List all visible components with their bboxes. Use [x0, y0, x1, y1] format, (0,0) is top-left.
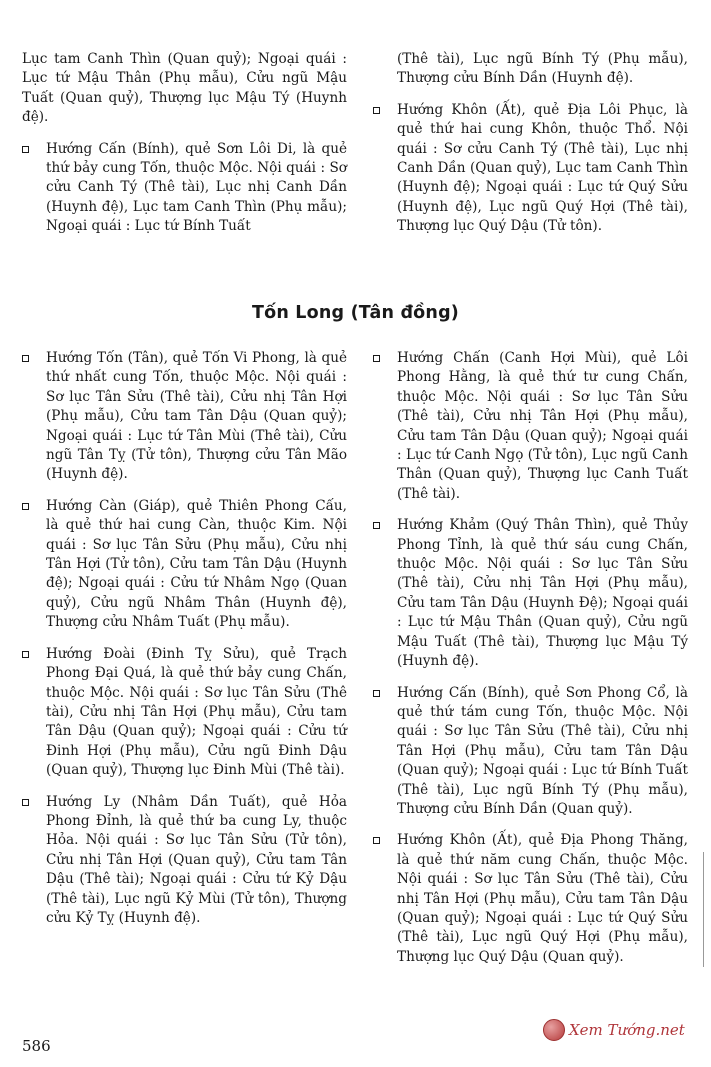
paragraph-text: Hướng Cấn (Bính), quẻ Sơn Phong Cổ, là quẻ thứ tám cung Tốn, thuộc Mộc. Nội quái : Sơ lục Tân Sửu (Thê tài), Cửu nhị Tân Hợi (Phụ mẫu), Cửu tam Tân Dậu (Quan quỷ); Ngoại quái : Lục tứ Bính Tuất (Thê tài), Lục ngũ Bính Tý (Phụ mẫu), Thượng cửu Bính Dần (Quan quỷ). — [397, 684, 688, 817]
square-bullet-icon — [22, 651, 29, 658]
page-number: 586 — [22, 1037, 51, 1055]
square-bullet-icon — [373, 107, 380, 114]
square-bullet-icon — [22, 355, 29, 362]
top-left-column — [22, 50, 347, 237]
continuation-paragraph — [22, 50, 347, 128]
square-bullet-icon — [373, 522, 380, 529]
paragraph-text: Hướng Khôn (Ất), quẻ Địa Lôi Phục, là quẻ thứ hai cung Khôn, thuộc Thổ. Nội quái : Sơ cửu Canh Tý (Thê tài), Lục nhị Canh Dần (Quan quỷ), Lục tam Canh Thìn (Huynh đệ); Ngoại quái : Lục tứ Quý Sửu (Huynh đệ), Lục ngũ Quý Hợi (Thê tài), Thượng lục Quý Dậu (Tử tôn). — [397, 101, 688, 235]
list-item — [22, 793, 347, 929]
list-item — [22, 645, 347, 781]
scan-edge-line — [703, 852, 704, 967]
left-column — [22, 349, 347, 928]
list-item — [373, 349, 688, 504]
paragraph-text: Hướng Càn (Giáp), quẻ Thiên Phong Cấu, là quẻ thứ hai cung Càn, thuộc Kim. Nội quái : Sơ lục Tân Sửu (Phụ mẫu), Cửu nhị Tân Hợi (Tử tôn), Cửu tam Tân Dậu (Huynh đệ); Ngoại quái : Cửu tứ Nhâm Ngọ (Quan quỷ), Cửu ngũ Nhâm Thân (Huynh đệ), Thượng cửu Nhâm Tuất (Phụ mẫu). — [46, 497, 347, 631]
paragraph-text: Hướng Ly (Nhâm Dần Tuất), quẻ Hỏa Phong Đỉnh, là quẻ thứ ba cung Ly, thuộc Hỏa. Nội quái : Sơ lục Tân Sửu (Tử tôn), Cửu nhị Tân Hợi (Quan quỷ), Cửu tam Tân Dậu (Thê tài); Ngoại quái : Cửu tứ Kỷ Dậu (Thê tài), Lục ngũ Kỷ Mùi (Tử tôn), Thượng cửu Kỷ Tỵ (Huynh đệ). — [46, 793, 347, 926]
list-item — [373, 831, 688, 967]
square-bullet-icon — [22, 146, 29, 153]
watermark-text: Xem Tướng.net — [569, 1021, 685, 1039]
list-item — [22, 349, 347, 485]
square-bullet-icon — [373, 690, 380, 697]
list-item — [373, 516, 688, 671]
yin-yang-icon — [543, 1019, 565, 1041]
continuation-paragraph — [373, 50, 688, 89]
section-title: Tốn Long (Tân đồng) — [252, 303, 459, 323]
square-bullet-icon — [22, 503, 29, 510]
list-item — [22, 140, 347, 237]
list-item — [373, 684, 688, 820]
paragraph-text: Hướng Cấn (Bính), quẻ Sơn Lôi Di, là quẻ thứ bảy cung Tốn, thuộc Mộc. Nội quái : Sơ cửu Canh Tý (Thê tài), Lục nhị Canh Dần (Huynh đệ), Lục tam Canh Thìn (Phụ mẫu); Ngoại quái : Lục tứ Bính Tuất — [46, 140, 347, 235]
paragraph-text: Lục tam Canh Thìn (Quan quỷ); Ngoại quái : Lục tứ Mậu Thân (Phụ mẫu), Cửu ngũ Mậu Tuất (Quan quỷ), Thượng lục Mậu Tý (Huynh đệ). — [22, 51, 347, 126]
paragraph-text: Hướng Chấn (Canh Hợi Mùi), quẻ Lôi Phong Hằng, là quẻ thứ tư cung Chấn, thuộc Mộc. Nội quái : Sơ lục Tân Sửu (Thê tài), Cửu nhị Tân Hợi (Phụ mẫu), Cửu tam Tân Dậu (Quan quỷ); Ngoại quái : Lục tứ Canh Ngọ (Tử tôn), Lục ngũ Canh Thân (Quan quỷ), Thượng lục Canh Tuất (Thê tài). — [397, 350, 688, 502]
square-bullet-icon — [22, 799, 29, 806]
watermark-logo — [543, 1016, 685, 1044]
square-bullet-icon — [373, 355, 380, 362]
right-column — [373, 349, 688, 967]
paragraph-text: Hướng Đoài (Đinh Tỵ Sửu), quẻ Trạch Phong Đại Quá, là quẻ thứ bảy cung Chấn, thuộc Mộc. Nội quái : Sơ lục Tân Sửu (Thê tài), Cửu nhị Tân Hợi (Phụ mẫu), Cửu tam Tân Dậu (Quan quỷ); Ngoại quái : Cửu tứ Đinh Hợi (Phụ mẫu), Cửu ngũ Đinh Dậu (Quan quỷ), Thượng lục Đinh Mùi (Thê tài). — [46, 645, 347, 779]
list-item — [373, 101, 688, 237]
paragraph-text: (Thê tài), Lục ngũ Bính Tý (Phụ mẫu), Thượng cửu Bính Dần (Huynh đệ). — [397, 51, 688, 87]
paragraph-text: Hướng Khảm (Quý Thân Thìn), quẻ Thủy Phong Tỉnh, là quẻ thứ sáu cung Chấn, thuộc Mộc. Nội quái : Sơ lục Tân Sửu (Thê tài), Cửu nhị Tân Hợi (Phụ mẫu), Cửu tam Tân Dậu (Huynh Đệ); Ngoại quái : Lục tứ Mậu Thân (Quan quỷ), Cửu ngũ Mậu Tuất (Thê tài), Thượng lục Mậu Tý (Huynh đệ). — [397, 517, 688, 670]
paragraph-text: Hướng Tốn (Tân), quẻ Tốn Vi Phong, là quẻ thứ nhất cung Tốn, thuộc Mộc. Nội quái : Sơ lục Tân Sửu (Thê tài), Cửu nhị Tân Hợi (Phụ mẫu), Cửu tam Tân Dậu (Quan quỷ); Ngoại quái : Lục tứ Tân Mùi (Thê tài), Cửu ngũ Tân Tỵ (Tử tôn), Thượng cửu Tân Mão (Huynh đệ). — [46, 350, 347, 483]
top-right-column — [373, 50, 688, 237]
paragraph-text: Hướng Khôn (Ất), quẻ Địa Phong Thăng, là quẻ thứ năm cung Chấn, thuộc Mộc. Nội quái : Sơ lục Tân Sửu (Thê tài), Cửu nhị Tân Hợi (Phụ mẫu), Cửu tam Tân Dậu (Quan quỷ); Ngoại quái : Lục tứ Quý Sửu (Thê tài), Lục ngũ Quý Hợi (Phụ mẫu), Thượng lục Quý Dậu (Quan quỷ). — [397, 832, 688, 965]
square-bullet-icon — [373, 837, 380, 844]
list-item — [22, 497, 347, 633]
